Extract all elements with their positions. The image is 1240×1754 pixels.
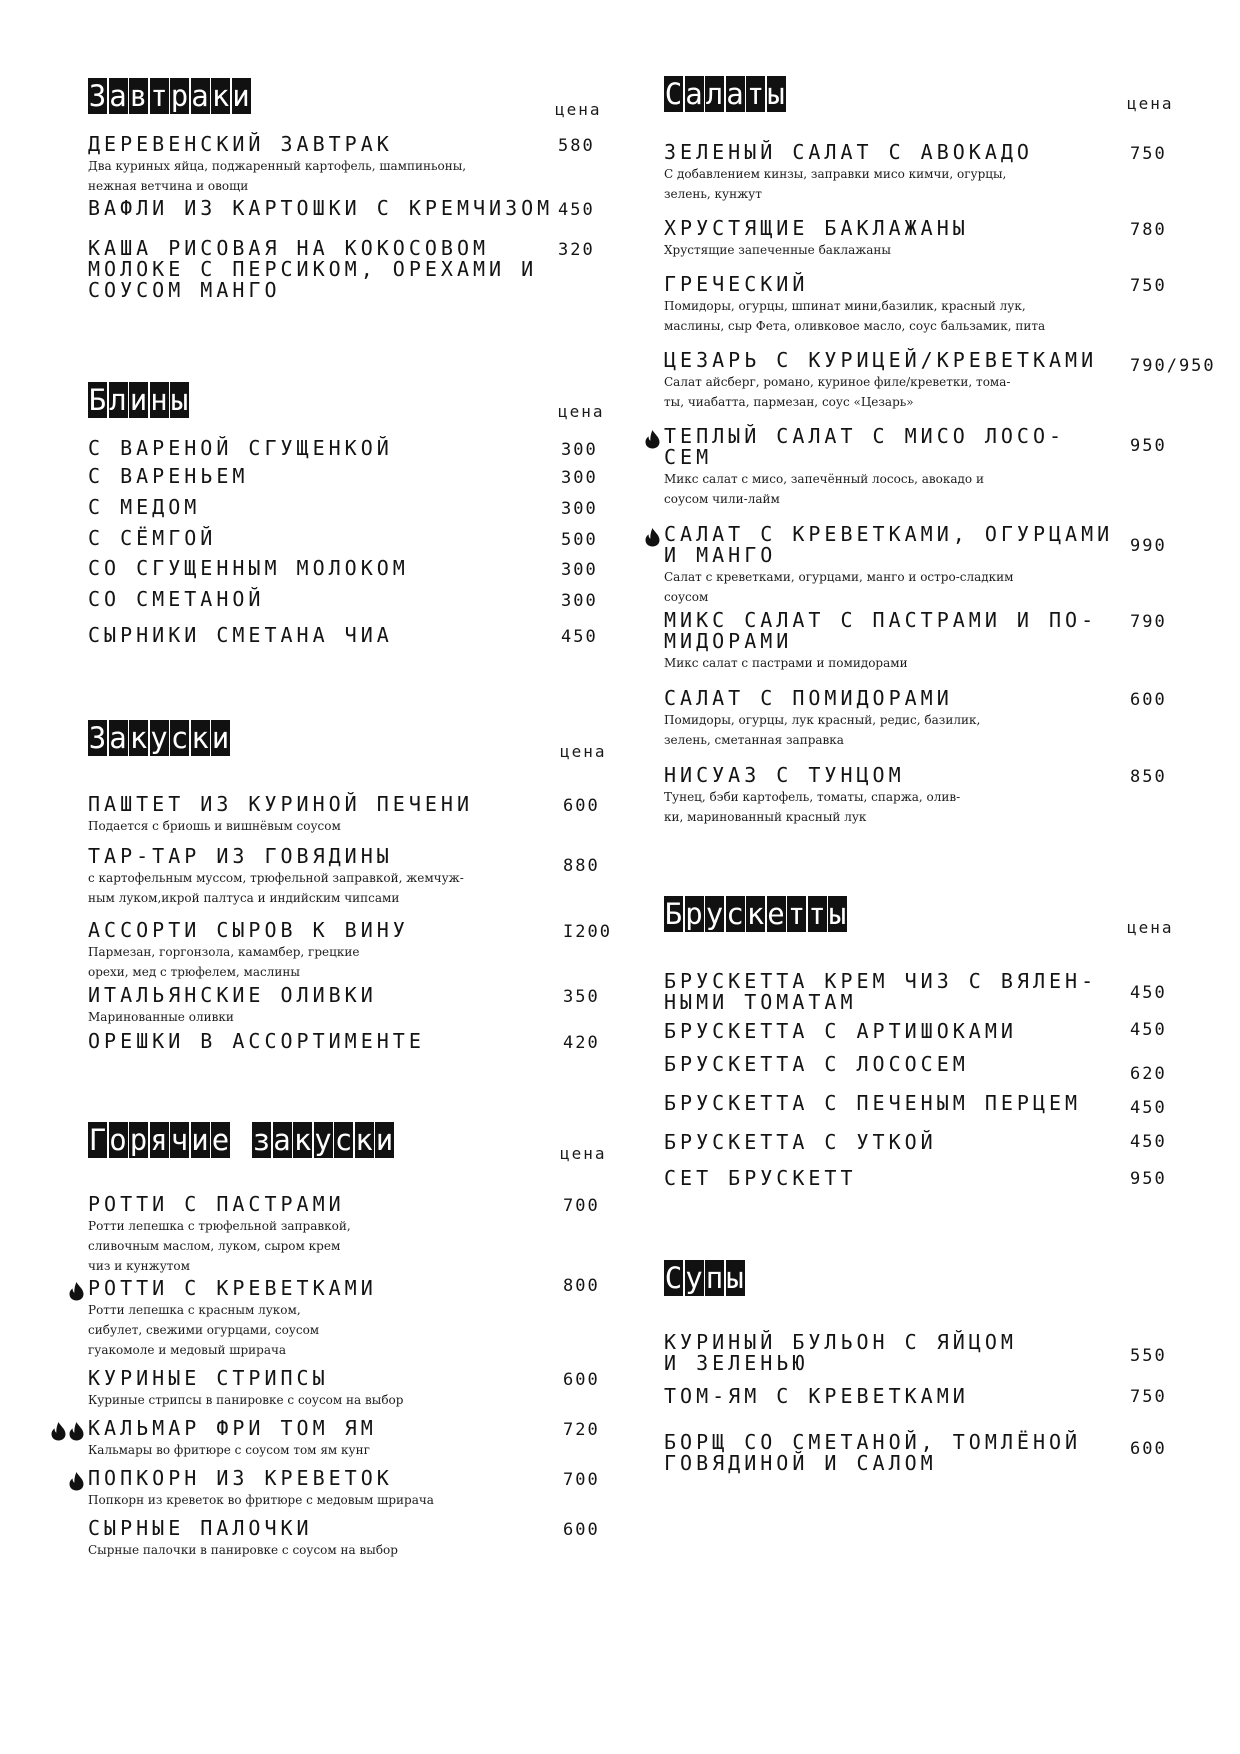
item-name: РОТТИ С ПАСТРАМИ [88,1192,345,1216]
menu-item [664,218,1204,260]
item-description: Куриные стрипсы в панировке с соусом на выбор [88,1393,404,1407]
item-name: С МЕДОМ [88,495,201,519]
item-description: с картофельным муссом, трюфельной заправкой, жемчуж- ным луком,икрой палтуса и индийским чипсами [88,871,464,905]
title-letter: у [150,721,168,755]
title-letter: а [109,721,127,755]
title-letter: л [705,77,724,111]
menu-item [664,1168,1204,1189]
item-name: СО СГУЩЕННЫМ МОЛОКОМ [88,556,409,580]
item-description: Ротти лепешка с трюфельной заправкой, сливочным маслом, луком, сыром крем чиз и кунжутом [88,1219,351,1273]
menu-item [664,426,1204,509]
item-price: 300 [561,591,598,611]
item-description: Помидоры, огурцы, лук красный, редис, базилик, зелень, сметанная заправка [664,713,981,747]
section-title [88,78,252,114]
title-letter: т [150,79,168,113]
item-name: ПАШТЕТ ИЗ КУРИНОЙ ПЕЧЕНИ [88,792,473,816]
item-description: Подается с бриошь и вишнёвым соусом [88,819,341,833]
section-title [88,382,191,418]
item-description: С добавлением кинзы, заправки мисо кимчи, огурцы, зелень, кунжут [664,167,1007,201]
item-description: Помидоры, огурцы, шпинат мини,базилик, красный лук, маслины, сыр Фета, оливковое масло, соус бальзамик, пита [664,299,1046,333]
title-letter: н [150,383,168,417]
section-title [664,896,849,932]
item-price: 750 [1130,144,1167,164]
title-letter: и [129,383,148,417]
item-price: 450 [1130,1020,1167,1040]
menu-item [88,528,628,549]
item-price: 300 [561,499,598,519]
menu-item [88,1518,628,1560]
menu-item [88,589,628,610]
flame-icon [644,429,661,449]
flame-icon [68,1421,85,1441]
item-price: 600 [1130,1439,1167,1459]
menu-item [88,846,628,908]
spicy-indicator [644,527,661,547]
spicy-indicator [50,1421,85,1441]
item-price: 420 [563,1033,600,1053]
title-letter: з [252,1123,271,1157]
item-name: ДЕРЕВЕНСКИЙ ЗАВТРАК [88,132,393,156]
item-name: ГРЕЧЕСКИЙ [664,272,809,296]
title-letter: т [808,897,826,931]
item-description: Тунец, бэби картофель, томаты, спаржа, олив- ки, маринованный красный лук [664,790,961,824]
item-price: 600 [563,1370,600,1390]
item-name: КУРИНЫЕ СТРИПСЫ [88,1366,329,1390]
item-name: БРУСКЕТТА С УТКОЙ [664,1130,937,1154]
spicy-indicator [644,429,661,449]
title-letter: у [314,1123,332,1157]
title-letter: р [685,897,703,931]
title-letter: ы [767,77,785,111]
title-letter: к [355,1123,373,1157]
price-column-header: цена [1127,94,1174,113]
item-price: 450 [561,627,598,647]
item-name: БРУСКЕТТА С АРТИШОКАМИ [664,1019,1017,1043]
title-letter: с [334,1123,353,1157]
item-name: КУРИНЫЙ БУЛЬОН С ЯЙЦОМ И ЗЕЛЕНЬЮ [664,1330,1017,1375]
item-name: ТОМ-ЯМ С КРЕВЕТКАМИ [664,1384,969,1408]
item-name: БРУСКЕТТА С ЛОСОСЕМ [664,1052,969,1076]
title-letter: ы [828,897,847,931]
price-column-header: цена [560,742,607,761]
item-name: ОРЕШКИ В АССОРТИМЕНТЕ [88,1029,425,1053]
item-name: МИКС САЛАТ С ПАСТРАМИ И ПО- МИДОРАМИ [664,608,1098,653]
section-title [88,720,232,756]
item-description: Сырные палочки в панировке с соусом на выбор [88,1543,398,1557]
item-name: БРУСКЕТТА С ПЕЧЕНЫМ ПЕРЦЕМ [664,1091,1082,1115]
title-letter: т [787,897,806,931]
title-letter: и [232,79,250,113]
spicy-indicator [68,1281,85,1301]
title-letter: п [705,1261,724,1295]
title-letter: ч [170,1123,189,1157]
item-price: 700 [563,1470,600,1490]
flame-icon [50,1421,67,1441]
title-letter: ы [726,1261,744,1295]
item-name: ТАР-ТАР ИЗ ГОВЯДИНЫ [88,844,393,868]
menu-item [88,794,628,836]
item-description: Салат с креветками, огурцами, манго и остро-сладким соусом [664,570,1014,604]
price-column-header: цена [555,100,602,119]
item-price: 300 [561,468,598,488]
item-price: 750 [1130,1387,1167,1407]
title-letter: Г [88,1123,107,1157]
title-letter: е [211,1123,230,1157]
item-name: РОТТИ С КРЕВЕТКАМИ [88,1276,377,1300]
item-price: 790/950 [1130,356,1216,376]
item-name: СО СМЕТАНОЙ [88,587,265,611]
item-price: 950 [1130,436,1167,456]
item-price: 600 [563,796,600,816]
title-letter: Б [88,383,107,417]
menu-item [664,610,1204,673]
item-name: БРУСКЕТТА КРЕМ ЧИЗ С ВЯЛЕН- НЫМИ ТОМАТАМ [664,969,1098,1014]
item-price: 790 [1130,612,1167,632]
title-letter: е [767,897,785,931]
item-price: 300 [561,560,598,580]
section-title [664,1260,746,1296]
title-letter: и [191,1123,209,1157]
section-title [88,1122,396,1158]
item-name: ХРУСТЯЩИЕ БАКЛАЖАНЫ [664,216,969,240]
item-price: 350 [563,987,600,1007]
item-description: Хрустящие запеченные баклажаны [664,243,891,257]
menu-item [88,134,628,196]
menu-item [88,920,628,982]
item-price: 500 [561,530,598,550]
title-letter: т [746,77,765,111]
item-description: Микс салат с пастрами и помидорами [664,656,908,670]
menu-item [664,1386,1204,1407]
menu-item [664,274,1204,336]
item-price: 750 [1130,276,1167,296]
item-name: САЛАТ С ПОМИДОРАМИ [664,686,953,710]
item-name: НИСУАЗ С ТУНЦОМ [664,763,905,787]
item-name: С ВАРЕНЬЕМ [88,464,249,488]
flame-icon [68,1281,85,1301]
menu-item [664,524,1204,607]
title-letter: у [705,897,724,931]
menu-item [664,1132,1204,1153]
menu-item [664,348,1216,412]
title-letter: к [211,79,230,113]
menu-item [664,1332,1204,1374]
menu-item [664,142,1204,204]
spicy-indicator [68,1471,85,1491]
item-price: 450 [1130,983,1167,1003]
item-price: 620 [1130,1064,1167,1084]
item-price: 450 [558,200,595,220]
item-name: ТЕПЛЫЙ САЛАТ С МИСО ЛОСО- СЕМ [664,424,1066,469]
item-price: 580 [558,136,595,156]
item-description: Пармезан, горгонзола, камамбер, грецкие орехи, мед с трюфелем, маслины [88,945,360,979]
item-name: С ВАРЕНОЙ СГУЩЕНКОЙ [88,436,393,460]
menu-item [664,1052,1204,1084]
item-name: ВАФЛИ ИЗ КАРТОШКИ С КРЕМЧИЗОМ [88,196,554,220]
item-description: Салат айсберг, романо, куриное филе/креветки, тома- ты, чиабатта, пармезан, соус «Цезарь» [664,375,1011,409]
menu-item [88,466,628,487]
menu-item [88,625,628,646]
price-column-header: цена [558,402,605,421]
menu-item [88,1278,628,1360]
menu-item [88,497,628,518]
title-letter: я [150,1123,168,1157]
item-price: 800 [563,1276,600,1296]
item-name: СЕТ БРУСКЕТТ [664,1166,857,1190]
title-letter: у [685,1261,703,1295]
item-price: 600 [563,1520,600,1540]
flame-icon [68,1471,85,1491]
title-letter: о [109,1123,127,1157]
title-letter: а [109,79,127,113]
item-price: 450 [1130,1098,1167,1118]
item-name: ПОПКОРН ИЗ КРЕВЕТОК [88,1466,393,1490]
menu-item [88,1418,628,1460]
price-column-header: цена [560,1144,607,1163]
title-letter: к [746,897,765,931]
menu-item [88,238,628,301]
menu-item [88,198,628,219]
item-name: ЗЕЛЕНЫЙ САЛАТ С АВОКАДО [664,140,1033,164]
item-description: Маринованные оливки [88,1010,234,1024]
item-price: 720 [563,1420,600,1440]
menu-item [88,438,628,459]
item-price: 700 [563,1196,600,1216]
menu-item [664,1432,1204,1474]
item-name: БОРЩ СО СМЕТАНОЙ, ТОМЛЁНОЙ ГОВЯДИНОЙ И САЛОМ [664,1430,1082,1475]
menu-item [88,1031,628,1052]
item-price: 950 [1130,1169,1167,1189]
item-price: 850 [1130,767,1167,787]
item-name: ИТАЛЬЯНСКИЕ ОЛИВКИ [88,983,377,1007]
item-description: Два куриных яйца, поджаренный картофель, шампиньоны, нежная ветчина и овощи [88,159,467,193]
item-price: 780 [1130,220,1167,240]
item-price: 600 [1130,690,1167,710]
title-letter: З [88,79,107,113]
price-column-header: цена [1127,918,1174,937]
item-name: ЦЕЗАРЬ С КУРИЦЕЙ/КРЕВЕТКАМИ [664,348,1098,372]
title-letter: а [726,77,744,111]
item-name: КАША РИСОВАЯ НА КОКОСОВОМ МОЛОКЕ С ПЕРСИКОМ, ОРЕХАМИ И СОУСОМ МАНГО [88,236,538,302]
menu-item [88,1368,628,1410]
item-name: САЛАТ С КРЕВЕТКАМИ, ОГУРЦАМИ И МАНГО [664,522,1114,567]
item-price: 880 [563,856,600,876]
title-letter: а [685,77,703,111]
item-description: Кальмары во фритюре с соусом том ям кунг [88,1443,370,1457]
menu-item [664,971,1204,1013]
menu-item [664,1021,1204,1042]
title-letter: в [129,79,148,113]
item-price: 990 [1130,536,1167,556]
title-letter: л [109,383,127,417]
menu-item [664,1091,1204,1118]
title-letter: к [293,1123,312,1157]
title-letter: С [664,1261,683,1295]
item-description: Микс салат с мисо, запечённый лосось, авокадо и соусом чили-лайм [664,472,984,506]
title-space [232,1122,251,1158]
title-letter: р [170,79,189,113]
item-description: Попкорн из креветок во фритюре с медовым шрирача [88,1493,434,1507]
section-title [664,76,787,112]
item-name: С СЁМГОЙ [88,526,217,550]
title-letter: к [191,721,209,755]
menu-item [664,688,1204,750]
title-letter: с [726,897,744,931]
title-letter: к [129,721,148,755]
flame-icon [644,527,661,547]
title-letter: и [375,1123,394,1157]
item-name: КАЛЬМАР ФРИ ТОМ ЯМ [88,1416,377,1440]
item-price: 320 [558,240,595,260]
item-name: СЫРНИКИ СМЕТАНА ЧИА [88,623,393,647]
item-price: 550 [1130,1346,1167,1366]
menu-item [664,765,1204,827]
menu-item [88,558,628,579]
title-letter: а [273,1123,291,1157]
title-letter: ы [170,383,189,417]
item-name: АССОРТИ СЫРОВ К ВИНУ [88,918,409,942]
title-letter: Б [664,897,683,931]
item-price: I200 [563,922,612,942]
item-name: СЫРНЫЕ ПАЛОЧКИ [88,1516,313,1540]
menu-item [88,985,628,1027]
title-letter: С [664,77,683,111]
menu-item [88,1194,628,1276]
title-letter: с [170,721,189,755]
menu-item [88,1468,628,1510]
title-letter: и [211,721,230,755]
item-price: 300 [561,440,598,460]
item-description: Ротти лепешка с красным луком, сибулет, свежими огурцами, соусом гуакомоле и медовый шрирача [88,1303,320,1357]
title-letter: З [88,721,107,755]
title-letter: а [191,79,209,113]
item-price: 450 [1130,1132,1167,1152]
title-letter: р [129,1123,148,1157]
